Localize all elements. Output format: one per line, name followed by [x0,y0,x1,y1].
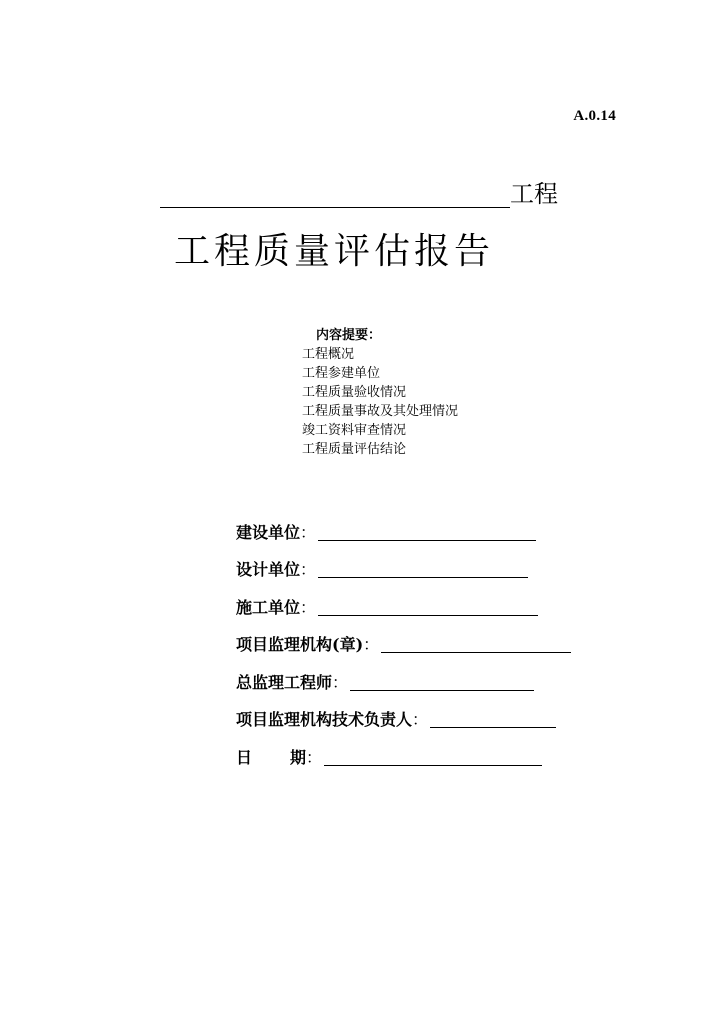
field-label: 施工单位 [236,597,301,617]
construction-unit-field[interactable] [318,524,536,541]
contents-item: 工程质量事故及其处理情况 [302,404,459,419]
field-row-design-unit [236,544,571,582]
field-row-chief-engineer [236,656,571,694]
project-suffix: 工程 [510,180,558,208]
field-row-construction-unit [236,506,571,544]
field-label: 总监理工程师 [236,672,333,692]
supervision-org-field[interactable] [381,636,571,653]
field-colon: ： [412,710,429,729]
contractor-unit-field[interactable] [318,599,538,616]
field-label: 建设单位 [236,522,301,542]
design-unit-field[interactable] [318,561,528,578]
project-name-line [160,180,558,208]
report-title: 工程质量评估报告 [174,231,495,272]
field-row-supervision-org [236,619,571,657]
field-label: 项目监理机构(章) [236,635,364,654]
field-colon: ： [306,747,323,767]
field-colon: ： [300,522,317,542]
field-colon: ： [300,597,317,617]
signature-fields [236,506,571,769]
field-colon: ： [300,560,317,579]
technical-lead-field[interactable] [430,711,556,728]
field-colon: ： [363,635,380,654]
contents-item: 工程概况 [302,347,355,362]
date-label-char: 日 [236,747,253,767]
contents-item: 工程质量验收情况 [302,385,407,400]
date-label [236,747,306,769]
contents-item: 竣工资料审查情况 [302,423,407,438]
contents-summary [302,326,458,459]
contents-heading: 内容提要： [316,328,382,343]
date-field[interactable] [324,749,542,766]
field-label: 设计单位 [236,560,301,579]
field-colon: ： [332,672,349,692]
project-name-blank[interactable] [160,184,510,208]
chief-engineer-field[interactable] [350,674,534,691]
field-row-date [236,731,571,769]
field-row-contractor-unit [236,581,571,619]
form-code: A.0.14 [573,108,616,124]
field-row-technical-lead [236,694,571,732]
field-label: 项目监理机构技术负责人 [236,710,413,729]
contents-item: 工程质量评估结论 [302,442,407,457]
date-label-char: 期 [289,747,306,767]
contents-item: 工程参建单位 [302,366,381,381]
